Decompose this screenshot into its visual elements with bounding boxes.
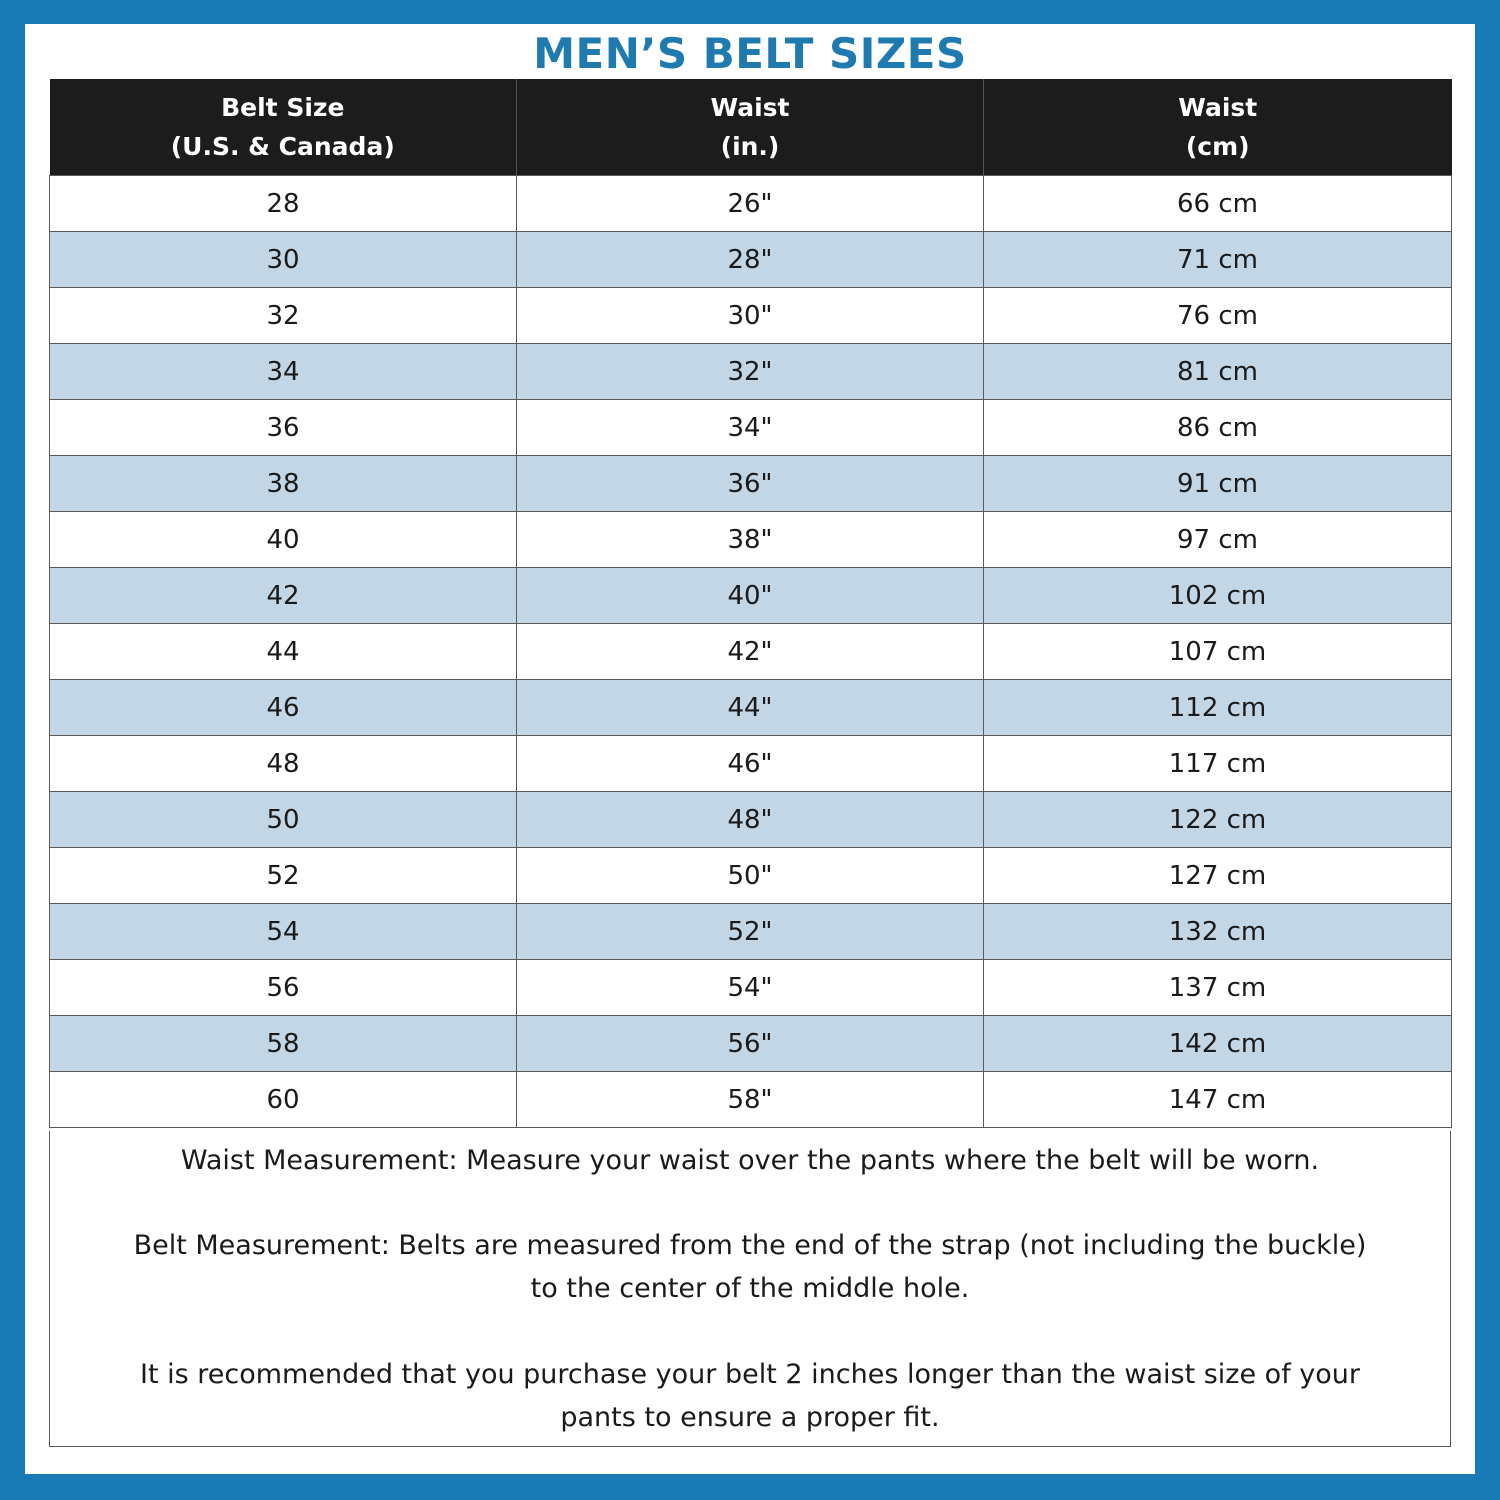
cell-belt-size: 58	[50, 1016, 517, 1072]
table-row	[50, 680, 1452, 736]
cell-belt-size: 30	[50, 232, 517, 288]
cell-belt-size: 36	[50, 400, 517, 456]
table-row	[50, 512, 1452, 568]
cell-belt-size: 50	[50, 792, 517, 848]
table-row	[50, 1072, 1452, 1128]
cell-belt-size: 28	[50, 176, 517, 232]
note-text: Belt Measurement: Belts are measured from the end of the strap (not including the buckle)	[133, 1230, 1367, 1261]
cell-waist-in: 54"	[517, 960, 984, 1016]
cell-belt-size: 48	[50, 736, 517, 792]
note-text: to the center of the middle hole.	[530, 1273, 970, 1304]
cell-belt-size: 38	[50, 456, 517, 512]
cell-belt-size: 34	[50, 344, 517, 400]
table-row	[50, 400, 1452, 456]
cell-belt-size: 42	[50, 568, 517, 624]
cell-belt-size: 56	[50, 960, 517, 1016]
cell-waist-cm: 132 cm	[984, 904, 1452, 960]
measurement-notes	[49, 1131, 1451, 1447]
cell-waist-in: 38"	[517, 512, 984, 568]
header-sublabel: (U.S. & Canada)	[170, 132, 395, 161]
cell-belt-size: 52	[50, 848, 517, 904]
cell-waist-cm: 66 cm	[984, 176, 1452, 232]
size-table-body	[50, 176, 1452, 1128]
table-row	[50, 1016, 1452, 1072]
size-table-wrapper	[49, 79, 1451, 1128]
cell-belt-size: 32	[50, 288, 517, 344]
cell-waist-in: 56"	[517, 1016, 984, 1072]
cell-waist-cm: 102 cm	[984, 568, 1452, 624]
page-title: MEN’S BELT SIZES	[533, 29, 967, 78]
cell-waist-in: 34"	[517, 400, 984, 456]
cell-belt-size: 54	[50, 904, 517, 960]
cell-waist-cm: 71 cm	[984, 232, 1452, 288]
cell-waist-in: 28"	[517, 232, 984, 288]
header-sublabel: (in.)	[720, 132, 780, 161]
table-row	[50, 176, 1452, 232]
header-waist-cm	[984, 79, 1452, 176]
cell-waist-cm: 147 cm	[984, 1072, 1452, 1128]
cell-waist-cm: 81 cm	[984, 344, 1452, 400]
size-chart-panel	[25, 24, 1475, 1474]
table-row	[50, 904, 1452, 960]
cell-belt-size: 46	[50, 680, 517, 736]
cell-waist-in: 36"	[517, 456, 984, 512]
cell-waist-cm: 122 cm	[984, 792, 1452, 848]
cell-waist-in: 32"	[517, 344, 984, 400]
cell-waist-in: 52"	[517, 904, 984, 960]
note-text: Waist Measurement: Measure your waist over the pants where the belt will be worn.	[180, 1145, 1320, 1176]
header-waist-in	[517, 79, 984, 176]
header-belt-size	[50, 79, 517, 176]
table-row	[50, 624, 1452, 680]
header-label: Waist	[710, 93, 790, 122]
cell-waist-cm: 142 cm	[984, 1016, 1452, 1072]
cell-belt-size: 40	[50, 512, 517, 568]
cell-waist-cm: 112 cm	[984, 680, 1452, 736]
cell-waist-cm: 107 cm	[984, 624, 1452, 680]
table-row	[50, 848, 1452, 904]
cell-waist-in: 26"	[517, 176, 984, 232]
cell-waist-cm: 86 cm	[984, 400, 1452, 456]
recommendation-note	[50, 1353, 1450, 1439]
table-row	[50, 288, 1452, 344]
table-header-row	[50, 79, 1452, 176]
table-row	[50, 456, 1452, 512]
cell-waist-cm: 76 cm	[984, 288, 1452, 344]
note-text: It is recommended that you purchase your belt 2 inches longer than the waist size of your	[139, 1359, 1360, 1390]
cell-waist-in: 58"	[517, 1072, 984, 1128]
note-text: pants to ensure a proper fit.	[560, 1402, 940, 1433]
cell-waist-in: 50"	[517, 848, 984, 904]
cell-belt-size: 60	[50, 1072, 517, 1128]
cell-waist-cm: 117 cm	[984, 736, 1452, 792]
cell-waist-cm: 91 cm	[984, 456, 1452, 512]
cell-waist-in: 46"	[517, 736, 984, 792]
cell-waist-cm: 137 cm	[984, 960, 1452, 1016]
header-label: Belt Size	[221, 93, 345, 122]
cell-waist-in: 44"	[517, 680, 984, 736]
cell-waist-in: 40"	[517, 568, 984, 624]
table-row	[50, 960, 1452, 1016]
size-table	[49, 79, 1452, 1128]
header-sublabel: (cm)	[1185, 132, 1250, 161]
waist-measurement-note	[50, 1139, 1450, 1182]
table-row	[50, 736, 1452, 792]
header-label: Waist	[1178, 93, 1258, 122]
table-row	[50, 568, 1452, 624]
table-row	[50, 344, 1452, 400]
belt-measurement-note	[50, 1224, 1450, 1310]
cell-waist-in: 42"	[517, 624, 984, 680]
cell-belt-size: 44	[50, 624, 517, 680]
cell-waist-in: 48"	[517, 792, 984, 848]
cell-waist-in: 30"	[517, 288, 984, 344]
cell-waist-cm: 127 cm	[984, 848, 1452, 904]
table-row	[50, 232, 1452, 288]
table-row	[50, 792, 1452, 848]
cell-waist-cm: 97 cm	[984, 512, 1452, 568]
